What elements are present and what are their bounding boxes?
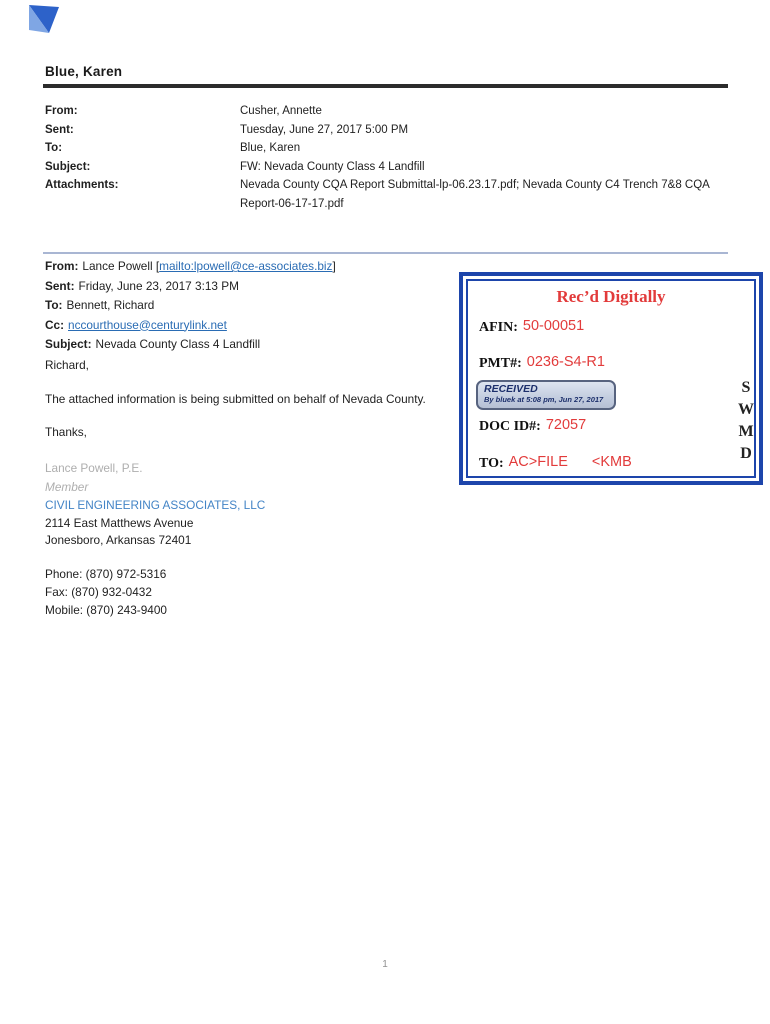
quoted-from-pre: Lance Powell [ <box>82 259 160 273</box>
page-number: 1 <box>382 959 388 970</box>
quote-divider <box>43 252 728 254</box>
quoted-sent-value: Friday, June 23, 2017 3:13 PM <box>78 278 239 293</box>
page-corner-fold-icon <box>26 3 60 40</box>
signature-company: CIVIL ENGINEERING ASSOCIATES, LLC <box>45 498 266 512</box>
quoted-row-cc <box>45 318 227 332</box>
stamp-pmt-row <box>479 354 605 372</box>
header-row-subject <box>45 158 735 177</box>
quoted-cc-label: Cc: <box>45 317 65 332</box>
receipt-stamp-box <box>459 272 763 485</box>
afin-label: AFIN: <box>479 320 518 335</box>
body-message: The attached information is being submitted on behalf of Nevada County. <box>45 392 426 406</box>
header-value: FW: Nevada County Class 4 Landfill <box>240 160 425 173</box>
docid-value: 72057 <box>545 417 587 433</box>
mailto-link[interactable]: mailto:lpowell@ce-associates.biz <box>159 259 333 273</box>
received-stamp-badge <box>476 380 616 410</box>
signature-address-2: Jonesboro, Arkansas 72401 <box>45 533 192 547</box>
header-row-sent <box>45 121 735 140</box>
stamp-docid-row <box>479 417 586 435</box>
signature-fax: Fax: (870) 932-0432 <box>45 585 152 599</box>
quoted-sent-label: Sent: <box>45 278 75 293</box>
quoted-from-post: ] <box>332 259 336 273</box>
receipt-stamp-inner-border <box>466 279 756 478</box>
quoted-row-sent <box>45 279 239 293</box>
pmt-value: 0236-S4-R1 <box>526 354 605 370</box>
quoted-subject-value: Nevada County Class 4 Landfill <box>95 337 261 351</box>
header-label: Attachments: <box>45 179 119 191</box>
received-title: RECEIVED <box>484 383 538 395</box>
quoted-row-subject <box>45 337 260 351</box>
signature-address-1: 2114 East Matthews Avenue <box>45 516 194 530</box>
pmt-label: PMT#: <box>479 356 522 371</box>
header-value: Tuesday, June 27, 2017 5:00 PM <box>240 123 409 136</box>
stamp-to-label: TO: <box>479 456 504 471</box>
quoted-to-value: Bennett, Richard <box>66 298 155 312</box>
header-label: Sent: <box>45 123 74 136</box>
afin-value: 50-00051 <box>522 318 585 334</box>
header-row-from <box>45 102 735 121</box>
swmd-letter-d: D <box>740 445 752 462</box>
quoted-to-label: To: <box>45 298 63 312</box>
received-subtext: By bluek at 5:08 pm, Jun 27, 2017 <box>484 395 604 404</box>
header-label: From: <box>45 105 78 117</box>
body-closing: Thanks, <box>45 425 87 439</box>
header-label: Subject: <box>45 160 91 173</box>
swmd-letters <box>734 377 758 465</box>
quoted-row-to <box>45 298 154 312</box>
swmd-letter-s: S <box>741 379 751 396</box>
body-greeting: Richard, <box>45 358 89 372</box>
signature-name: Lance Powell, P.E. <box>45 461 143 475</box>
signature-phone: Phone: (870) 972-5316 <box>45 567 167 581</box>
signature-mobile: Mobile: (870) 243-9400 <box>45 603 167 617</box>
header-label: To: <box>45 142 63 154</box>
title-rule <box>43 84 728 88</box>
stamp-to-value-2: <KMB <box>591 454 632 470</box>
stamp-to-value-1: AC>FILE <box>508 454 568 470</box>
quoted-subject-label: Subject: <box>45 337 92 351</box>
quoted-from-label: From: <box>45 259 79 273</box>
docid-label: DOC ID#: <box>479 419 541 434</box>
header-row-attachments <box>45 176 735 213</box>
header-value: Blue, Karen <box>240 142 301 154</box>
header-value: Cusher, Annette <box>240 105 322 117</box>
stamp-title: Rec’d Digitally <box>556 287 666 306</box>
stamp-afin-row <box>479 318 584 336</box>
header-row-to <box>45 139 735 158</box>
cc-email-link[interactable]: nccourthouse@centurylink.net <box>68 317 227 332</box>
swmd-letter-m: M <box>738 423 754 440</box>
header-value: Nevada County CQA Report Submittal-lp-06.23.17.pdf; Nevada County C4 Trench 7&8 CQA Report-06-17-17.pdf <box>240 179 710 210</box>
quoted-row-from <box>45 259 336 273</box>
recipient-title: Blue, Karen <box>45 64 123 79</box>
signature-role: Member <box>45 480 89 494</box>
stamp-to-row <box>479 454 632 472</box>
swmd-letter-w: W <box>738 401 754 418</box>
